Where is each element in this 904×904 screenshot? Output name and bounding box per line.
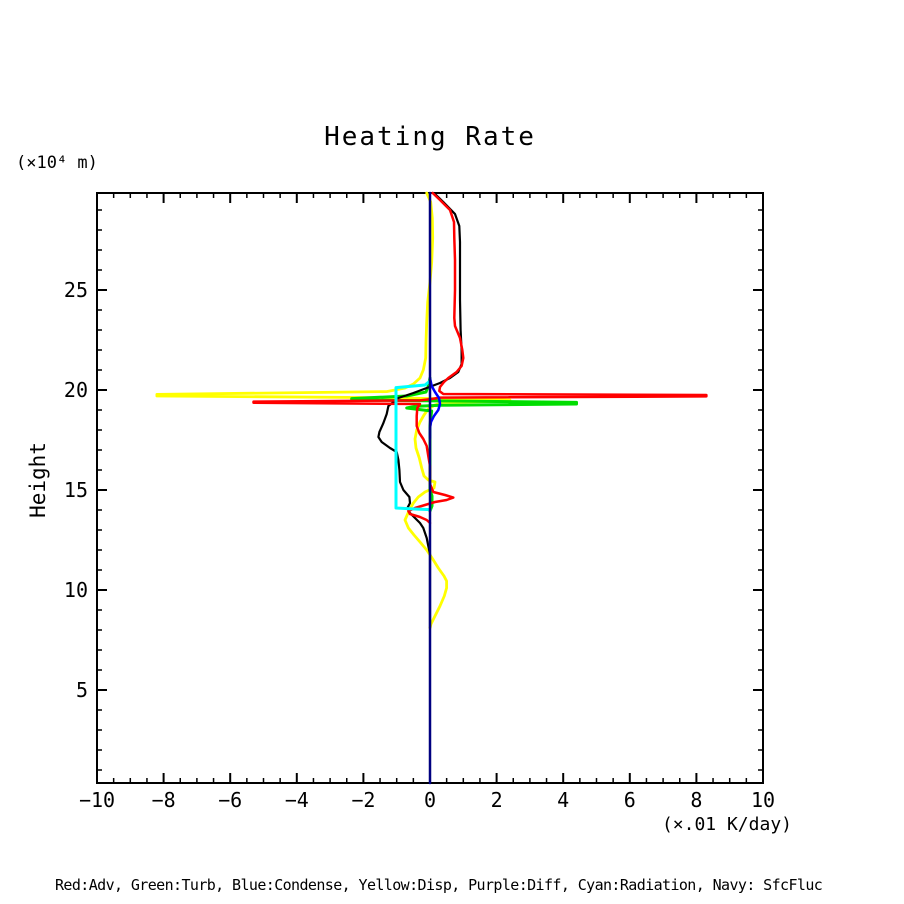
y-tick-label: 20 xyxy=(63,378,88,402)
x-tick-label: 0 xyxy=(423,788,437,812)
series-disp-yellow xyxy=(157,193,510,628)
y-tick-label: 25 xyxy=(63,278,88,302)
x-tick-label: −10 xyxy=(78,788,116,812)
x-tick-label: 6 xyxy=(623,788,636,812)
series-adv-red xyxy=(254,193,707,523)
x-tick-label: 2 xyxy=(490,788,503,812)
x-tick-label: 8 xyxy=(690,788,703,812)
x-tick-label: −2 xyxy=(351,788,376,812)
chart-title: Heating Rate xyxy=(324,122,536,152)
y-tick-label: 5 xyxy=(75,678,88,702)
y-tick-label: 15 xyxy=(63,478,88,502)
x-axis-unit-label: (×.01 K/day) xyxy=(661,814,792,835)
x-tick-label: −6 xyxy=(218,788,243,812)
x-tick-label: 10 xyxy=(750,788,776,812)
x-tick-label: −4 xyxy=(284,788,309,812)
y-tick-label: 10 xyxy=(63,578,88,602)
y-axis-title: Height xyxy=(26,442,50,518)
x-tick-label: 4 xyxy=(557,788,570,812)
x-tick-label: −8 xyxy=(151,788,176,812)
y-axis-unit-label: (×10⁴ m) xyxy=(16,153,98,173)
legend-text: Red:Adv, Green:Turb, Blue:Condense, Yellow:Disp, Purple:Diff, Cyan:Radiation, Navy: SfcFluc xyxy=(55,876,823,894)
